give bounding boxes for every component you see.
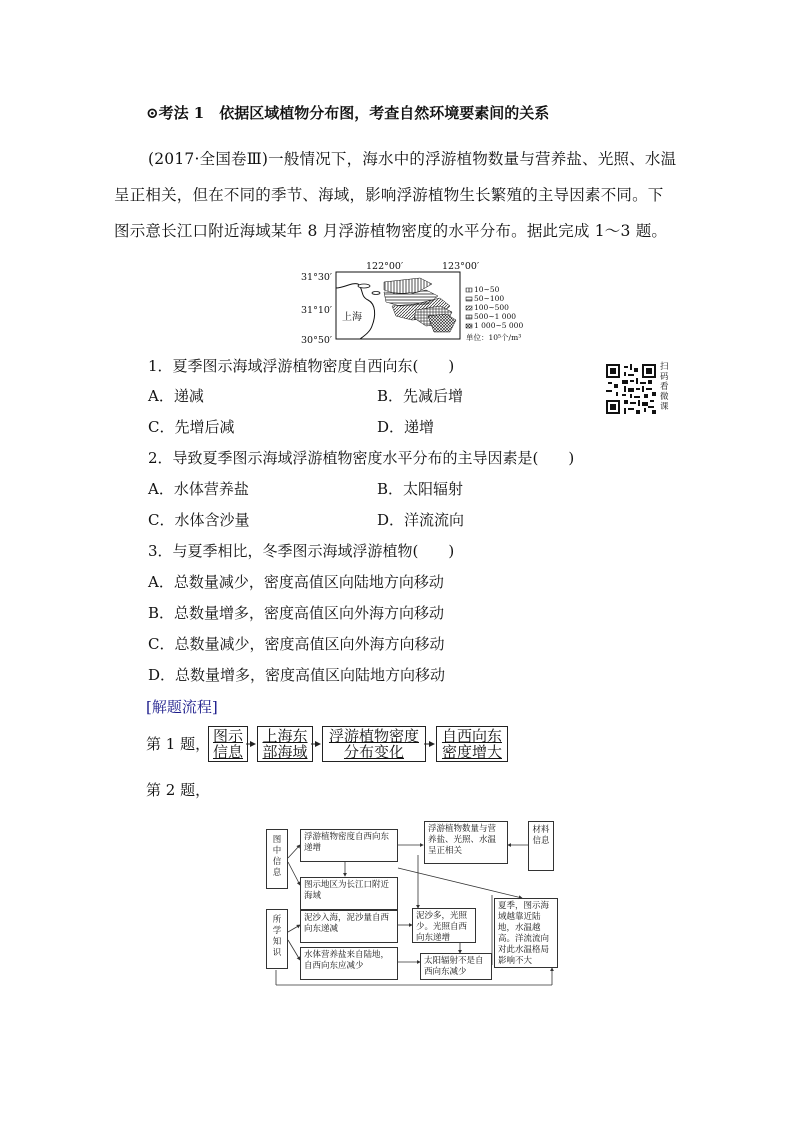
flow-1-box-3-line-1: 浮游植物密度 — [328, 727, 419, 745]
flow-1-box-3-line-2: 分布变化 — [343, 743, 404, 761]
lat-label-3: 30°50′ — [301, 335, 333, 346]
flow-2-arrow — [288, 845, 300, 858]
question-1-option-b[interactable]: B．先减后增 — [377, 387, 464, 405]
legend-item: 1 000~5 000 — [474, 321, 524, 330]
flow-2-arrow — [288, 925, 300, 932]
intro-line-3: 图示意长江口附近海域某年 8 月浮游植物密度的水平分布。据此完成 1～3 题。 — [114, 222, 668, 240]
flow-1-box-1-line-1: 图示 — [212, 727, 243, 745]
flow-2-box-light: 泥沙多，光照少。光照自西向东递增 — [412, 908, 476, 943]
flow-2-box-positive: 浮游植物数量与营养盐、光照、水温呈正相关 — [424, 821, 508, 864]
flow-2-box-region: 图示地区为长江口附近海域 — [300, 877, 398, 910]
flow-2-box-nutrient: 水体营养盐来自陆地，自西向东应减少 — [300, 947, 398, 980]
question-3-option-d[interactable]: D．总数量增多，密度高值区向陆地方向移动 — [148, 666, 446, 684]
flow-2-box-sun: 太阳辐射不是自西向东减少 — [420, 953, 492, 980]
question-3-stem: 3．与夏季相比，冬季图示海域浮游植物( ) — [148, 542, 455, 560]
question-1-stem: 1．夏季图示海域浮游植物密度自西向东( ) — [148, 357, 455, 375]
intro-line-2: 呈正相关，但在不同的季节、海域，影响浮游植物生长繁殖的主导因素不同。下 — [114, 186, 664, 204]
legend-item: 50~100 — [474, 294, 505, 303]
flow-1-box-4-line-2: 密度增大 — [441, 743, 502, 761]
flow-2-arrow — [288, 940, 300, 960]
intro-line-1: (2017·全国卷Ⅲ)一般情况下，海水中的浮游植物数量与营养盐、光照、水温 — [148, 150, 677, 168]
question-3-option-c[interactable]: C．总数量减少，密度高值区向外海方向移动 — [148, 635, 445, 653]
flow-2-box-summer: 夏季，图示海域越靠近陆地，水温越高。洋流流向对此水温格局影响不大 — [494, 898, 558, 968]
legend-item: 100~500 — [474, 303, 509, 312]
flow-2-label-material: 材料信息 — [528, 821, 554, 871]
legend-unit: 单位：10⁵个/m³ — [466, 333, 522, 342]
heading-text: 考法 1 依据区域植物分布图，考查自然环境要素间的关系 — [158, 104, 550, 122]
flow-1-box-1-line-2: 信息 — [212, 743, 243, 761]
flow-1-prefix: 第 1 题， — [146, 735, 211, 753]
flow-2-box-sediment: 泥沙入海，泥沙量自西向东递减 — [300, 910, 398, 943]
question-1-option-a[interactable]: A．递减 — [148, 387, 204, 405]
question-2-option-b[interactable]: B．太阳辐射 — [377, 480, 464, 498]
place-label: 上海 — [342, 312, 362, 323]
question-2-stem: 2．导致夏季图示海域浮游植物密度水平分布的主导因素是( ) — [148, 449, 575, 467]
question-1-option-d[interactable]: D．递增 — [377, 418, 435, 436]
lon-label-1: 122°00′ — [366, 261, 404, 272]
flow-2-prefix: 第 2 题， — [146, 781, 211, 799]
lon-label-2: 123°00′ — [442, 261, 480, 272]
legend-item: 10~50 — [474, 285, 500, 294]
question-2-option-d[interactable]: D．洋流流向 — [377, 511, 465, 529]
flow-2-arrow — [288, 862, 300, 885]
question-3-option-b[interactable]: B．总数量增多，密度高值区向外海方向移动 — [148, 604, 445, 622]
flow-1-box-2-line-1: 上海东 — [262, 727, 308, 745]
question-2-option-c[interactable]: C．水体含沙量 — [148, 511, 250, 529]
question-3-option-a[interactable]: A．总数量减少，密度高值区向陆地方向移动 — [148, 573, 444, 591]
lat-label-2: 31°10′ — [301, 305, 333, 316]
question-2-option-a[interactable]: A．水体营养盐 — [148, 480, 249, 498]
lat-label-1: 31°30′ — [301, 272, 333, 283]
flow-1-box-4-line-1: 自西向东 — [441, 727, 502, 745]
flow-1-box-2-line-2: 部海域 — [262, 743, 308, 761]
flow-2-label-image-info: 图中信息 — [266, 829, 288, 889]
flow-2-arrow — [398, 868, 522, 898]
bullet-icon: ⊙ — [146, 104, 159, 122]
flow-2-label-knowledge: 所学知识 — [266, 909, 288, 969]
flow-2-box-density: 浮游植物密度自西向东递增 — [300, 829, 398, 862]
qr-caption: 扫码看微课 — [660, 362, 669, 412]
question-1-option-c[interactable]: C．先增后减 — [148, 418, 235, 436]
solution-label: [解题流程] — [146, 698, 218, 716]
legend-item: 500~1 000 — [474, 312, 517, 321]
